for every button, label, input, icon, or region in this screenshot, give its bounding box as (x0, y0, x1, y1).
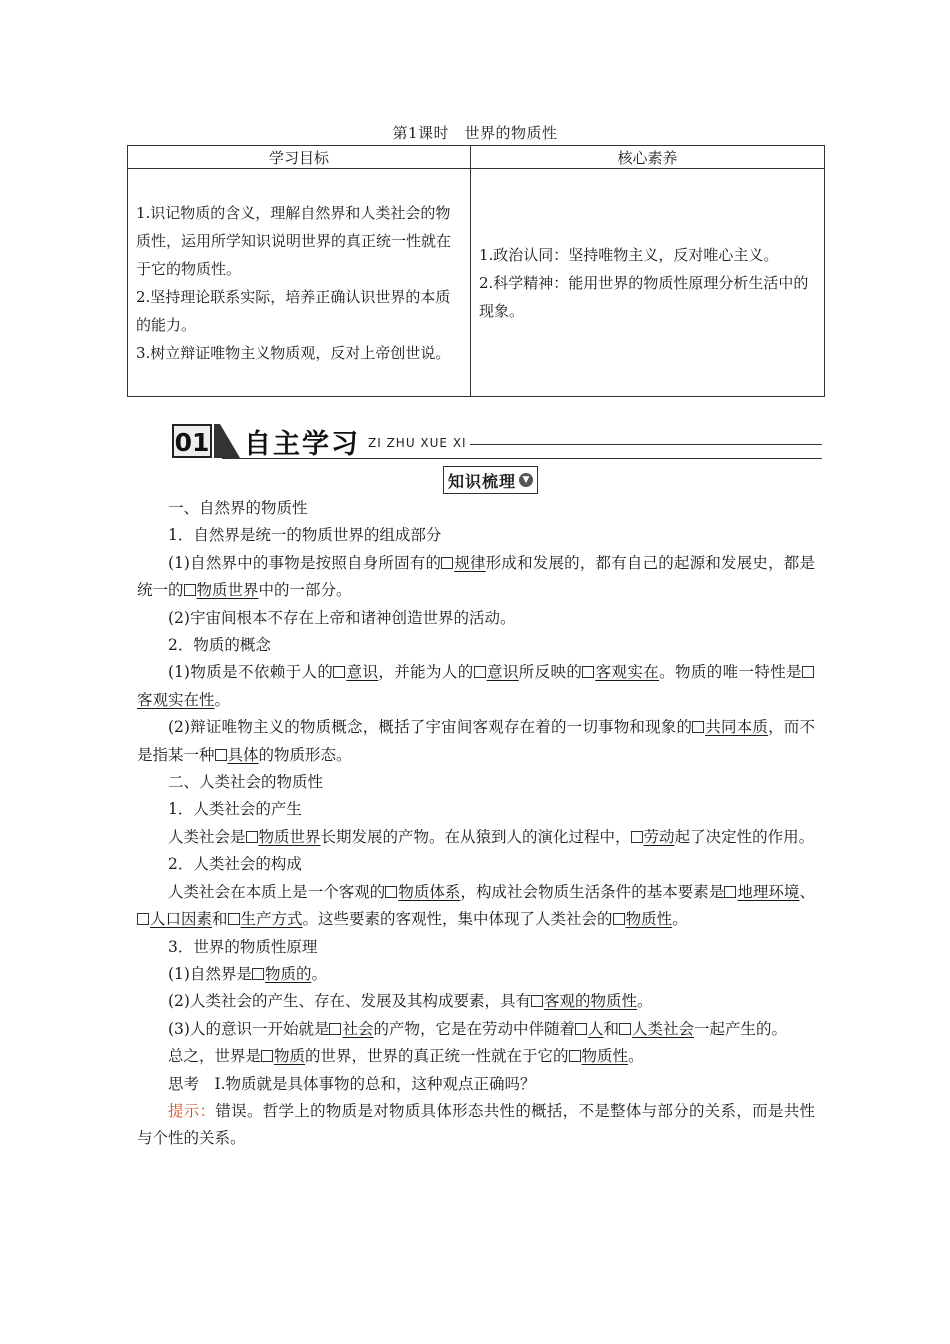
goals-header-competencies: 核心素养 (471, 146, 825, 169)
paragraph-text: (1)物质是不依赖于人的 (168, 663, 334, 682)
blank-answer-text: 人 (588, 1019, 604, 1038)
fill-blank-answer (215, 746, 259, 764)
objective-item: 1.识记物质的含义，理解自然界和人类社会的物质性，运用所学知识说明世界的真正统一性就在于它的物质性。 (136, 203, 452, 278)
blank-answer-text: 生产方式 (240, 910, 303, 929)
content-paragraph (137, 1098, 815, 1153)
paragraph-text: 总之，世界是 (168, 1047, 262, 1066)
blank-box-icon (137, 913, 149, 925)
goals-table (127, 145, 825, 397)
blank-box-icon (692, 721, 704, 733)
paragraph-text: ，构成社会物质生活条件的基本要素是 (460, 882, 725, 901)
blank-answer-text: 物质的 (264, 964, 312, 983)
content-paragraph (137, 851, 815, 878)
blank-answer-text: 物质世界 (258, 827, 321, 846)
paragraph-text: 人类社会在本质上是一个客观的 (168, 882, 386, 901)
paragraph-text: 人类社会是 (168, 827, 246, 846)
content-paragraph (137, 659, 815, 714)
paragraph-text: 2．物质的概念 (168, 636, 271, 655)
blank-box-icon (582, 666, 594, 678)
blank-answer-text: 具体 (227, 745, 259, 764)
paragraph-text: 错误。哲学上的物质是对物质具体形态共性的概括，不是整体与部分的关系，而是共性与个性的关系。 (137, 1101, 815, 1148)
content-paragraph (137, 934, 815, 961)
banner-rule (470, 444, 822, 445)
fill-blank-answer (531, 992, 637, 1010)
blank-box-icon (575, 1023, 587, 1035)
blank-box-icon (252, 968, 264, 980)
objective-item: 3.树立辩证唯物主义物质观，反对上帝创世说。 (136, 343, 451, 362)
fill-blank-answer (385, 883, 460, 901)
paragraph-text: 。物质的唯一特性是 (659, 663, 802, 682)
fill-blank-answer (228, 910, 303, 928)
content-paragraph (137, 550, 815, 605)
fill-blank-answer (252, 965, 312, 983)
blank-answer-text: 客观的物质性 (543, 992, 637, 1011)
blank-box-icon (228, 913, 240, 925)
blank-box-icon (184, 584, 196, 596)
paragraph-text: 。 (311, 964, 327, 983)
blank-box-icon (531, 995, 543, 1007)
blank-answer-text: 规律 (454, 553, 486, 572)
paragraph-text: 。 (628, 1047, 644, 1066)
blank-answer-text: 人口因素 (150, 910, 213, 929)
paragraph-text: 的世界，世界的真正统一性就在于它的 (305, 1047, 569, 1066)
section-pinyin: ZI ZHU XUE XI (368, 436, 467, 450)
hint-label: 提示： (168, 1101, 216, 1120)
blank-answer-text: 意识 (346, 663, 379, 682)
banner-wedge-icon (212, 424, 242, 460)
content-paragraph (137, 769, 815, 796)
blank-box-icon (441, 557, 453, 569)
blank-answer-text: 地理环境 (737, 882, 800, 901)
paragraph-text: 的产物，它是在劳动中伴随着 (373, 1019, 575, 1038)
blank-answer-text: 物质世界 (196, 581, 259, 600)
blank-box-icon (385, 886, 397, 898)
content-paragraph (137, 961, 815, 988)
paragraph-text: 。 (214, 690, 231, 709)
objectives-cell (128, 169, 471, 397)
blank-box-icon (333, 666, 345, 678)
content-paragraph (137, 522, 815, 549)
lesson-title: 第1课时 世界的物质性 (392, 124, 558, 142)
fill-blank-answer (631, 828, 675, 846)
blank-box-icon (613, 913, 625, 925)
fill-blank-answer (184, 581, 259, 599)
paragraph-text: 。 (636, 992, 653, 1011)
subsection-label: 知识梳理 (448, 471, 517, 491)
content-paragraph (137, 879, 815, 934)
paragraph-text: 起了决定性的作用。 (674, 827, 815, 846)
paragraph-text: ，并能为人的 (378, 663, 474, 682)
paragraph-text: 形成和发展的，都有自己的起源和发展史，都是统一的 (137, 553, 815, 600)
blank-box-icon (569, 1050, 581, 1062)
fill-blank-answer (724, 883, 799, 901)
content-paragraph (137, 632, 815, 659)
content-paragraph (137, 824, 815, 851)
paragraph-text: 1．人类社会的产生 (168, 800, 302, 819)
blank-answer-text: 物质体系 (398, 882, 461, 901)
paragraph-text: 3．世界的物质性原理 (168, 937, 318, 956)
fill-blank-answer (333, 663, 378, 681)
competency-item: 1.政治认同：坚持唯物主义，反对唯心主义。 (479, 245, 779, 264)
fill-blank-answer (619, 1020, 694, 1038)
blank-answer-text: 人类社会 (632, 1019, 695, 1038)
blank-answer-text: 劳动 (643, 827, 675, 846)
blank-answer-text: 意识 (486, 663, 519, 682)
paragraph-text: 二、人类社会的物质性 (168, 773, 324, 792)
chevron-down-icon: ▼ (519, 473, 533, 487)
competencies-cell (471, 169, 825, 397)
paragraph-text: (3)人的意识一开始就是 (168, 1019, 330, 1038)
blank-box-icon (246, 831, 258, 843)
objective-item: 2.坚持理论联系实际，培养正确认识世界的本质的能力。 (136, 287, 451, 334)
blank-box-icon (631, 831, 643, 843)
paragraph-text: 。这些要素的客观性，集中体现了人类社会的 (302, 910, 613, 929)
blank-answer-text: 客观实在性 (137, 690, 215, 709)
blank-answer-text: 共同本质 (705, 718, 769, 737)
paragraph-text: 、 (799, 882, 815, 901)
fill-blank-answer (261, 1047, 305, 1065)
fill-blank-answer (582, 663, 659, 681)
paragraph-text: (2)宇宙间根本不存在上帝和诸神创造世界的活动。 (168, 608, 516, 627)
paragraph-text: 长期发展的产物。在从猿到人的演化过程中， (320, 827, 631, 846)
blank-box-icon (329, 1023, 341, 1035)
paragraph-text: (2)辩证唯物主义的物质概念，概括了宇宙间客观存在着的一切事物和现象的 (168, 718, 693, 737)
paragraph-text: 所反映的 (518, 663, 583, 682)
blank-answer-text: 物质性 (581, 1047, 629, 1066)
fill-blank-answer (137, 910, 212, 928)
paragraph-text: 和 (603, 1019, 620, 1038)
paragraph-text: 2．人类社会的构成 (168, 855, 302, 874)
fill-blank-answer (474, 663, 519, 681)
paragraph-text: (1)自然界是 (168, 964, 252, 983)
blank-box-icon (619, 1023, 631, 1035)
section-number: 01 (172, 424, 212, 458)
knowledge-content (137, 495, 815, 1153)
section-banner (172, 422, 822, 462)
blank-answer-text: 客观实在 (595, 663, 660, 682)
fill-blank-answer (329, 1020, 373, 1038)
fill-blank-answer (569, 1047, 629, 1065)
paragraph-text: 和 (212, 910, 228, 929)
blank-box-icon (474, 666, 486, 678)
fill-blank-answer (575, 1020, 604, 1038)
blank-box-icon (724, 886, 736, 898)
paragraph-text: 。 (672, 910, 688, 929)
content-paragraph (137, 495, 815, 522)
blank-box-icon (802, 666, 814, 678)
paragraph-text: 思考 Ⅰ.物质就是具体事物的总和，这种观点正确吗？ (168, 1074, 536, 1093)
fill-blank-answer (692, 718, 768, 736)
content-paragraph (137, 1043, 815, 1070)
content-paragraph (137, 605, 815, 632)
content-paragraph (137, 988, 815, 1015)
paragraph-text: 一、自然界的物质性 (168, 499, 308, 517)
blank-box-icon (215, 749, 227, 761)
paragraph-text: (2)人类社会的产生、存在、发展及其构成要素，具有 (168, 992, 531, 1011)
content-paragraph (137, 714, 815, 769)
goals-header-objectives: 学习目标 (128, 146, 471, 169)
content-paragraph (137, 1071, 815, 1098)
fill-blank-answer (441, 554, 486, 572)
paragraph-text: ，而不是指某一种 (137, 718, 815, 764)
fill-blank-answer (613, 910, 673, 928)
subsection-heading (443, 466, 538, 494)
blank-answer-text: 社会 (342, 1019, 374, 1038)
content-paragraph (137, 796, 815, 823)
blank-answer-text: 物质 (274, 1047, 306, 1066)
paragraph-text: 的物质形态。 (258, 745, 352, 764)
paragraph-text: (1)自然界中的事物是按照自身所固有的 (168, 553, 442, 572)
content-paragraph (137, 1016, 815, 1043)
paragraph-text: 一起产生的。 (694, 1019, 788, 1038)
blank-box-icon (261, 1050, 273, 1062)
blank-answer-text: 物质性 (625, 910, 673, 929)
competency-item: 2.科学精神：能用世界的物质性原理分析生活中的现象。 (479, 273, 809, 320)
paragraph-text: 中的一部分。 (258, 581, 352, 600)
paragraph-text: 1．自然界是统一的物质世界的组成部分 (168, 526, 442, 545)
banner-rule (222, 458, 822, 459)
fill-blank-answer (246, 828, 321, 846)
section-title: 自主学习 (244, 429, 360, 460)
